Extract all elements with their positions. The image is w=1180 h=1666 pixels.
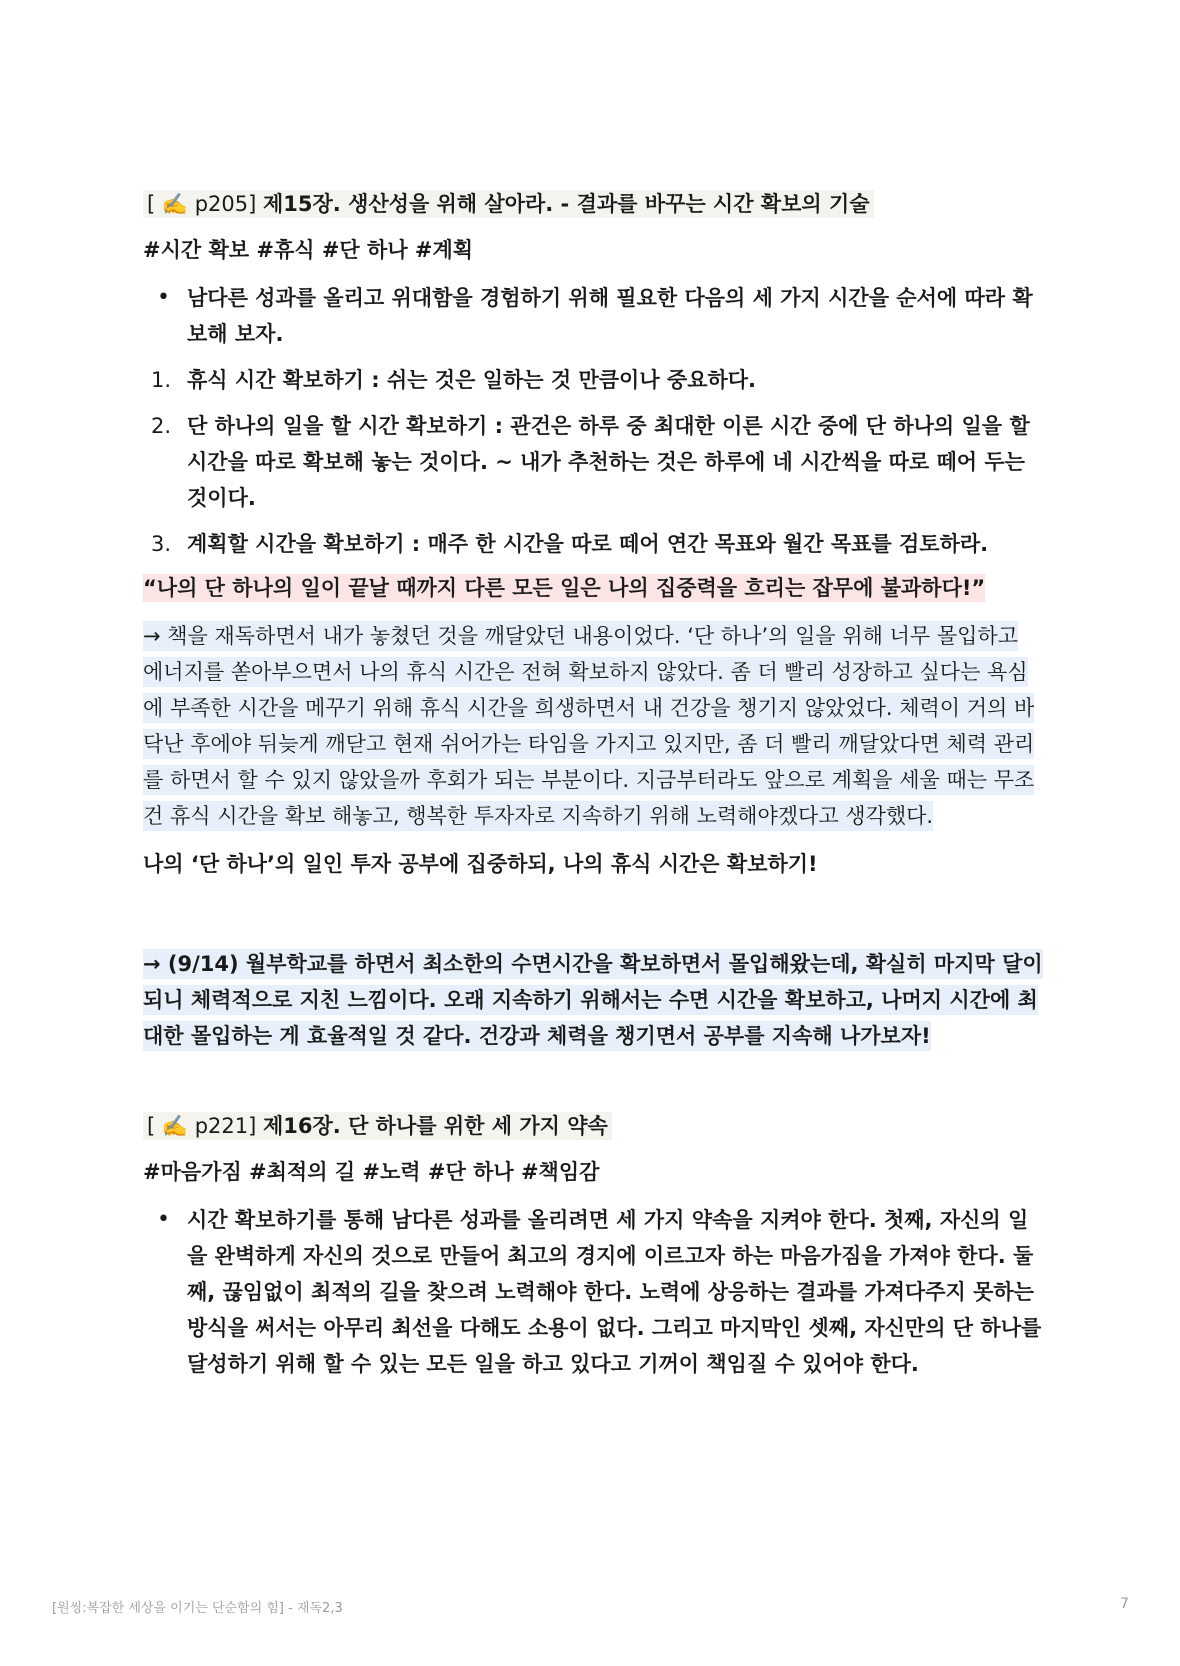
bullet-marker: •: [157, 1207, 170, 1232]
list-number: 2.: [151, 414, 172, 438]
bullet-marker: •: [157, 285, 170, 310]
numbered-item-3: [143, 526, 1043, 562]
quote-text: “나의 단 하나의 일이 끝날 때까지 다른 모든 일은 나의 집중력을 흐리는 잡무에 불과하다!”: [143, 576, 986, 600]
numbered-item-1: [143, 362, 1043, 398]
footer-book-title: [원씽:복잡한 세상을 이기는 단순함의 힘] - 재독2,3: [52, 1601, 343, 1616]
numbered-item-text: 휴식 시간 확보하기 : 쉬는 것은 일하는 것 만큼이나 중요하다.: [187, 368, 757, 392]
list-number: 3.: [151, 532, 172, 556]
numbered-item-text: 단 하나의 일을 할 시간 확보하기 : 관건은 하루 중 최대한 이른 시간 중에 단 하나의 일을 할 시간을 따로 확보해 놓는 것이다. ~ 내가 추천하는 것은 하루에 네 시간씩을 따로 떼어 두는 것이다.: [187, 414, 1030, 510]
section-heading-15: [143, 188, 1043, 220]
page-reference: [ ✍️ p205]: [147, 192, 257, 216]
numbered-item-2: [143, 408, 1043, 516]
section-heading-highlight: [143, 1112, 612, 1140]
page-reference: [ ✍️ p221]: [147, 1114, 257, 1138]
hashtags: #마음가짐 #최적의 길 #노력 #단 하나 #책임감: [143, 1160, 600, 1184]
update-note: [143, 946, 1043, 1054]
update-text: → (9/14) 월부학교를 하면서 최소한의 수면시간을 확보하면서 몰입해왔는데, 확실히 마지막 달이 되니 체력적으로 지친 느낌이다. 오래 지속하기 위해서는 수면 시간을 확보하고, 나머지 시간에 최대한 몰입하는 게 효율적일 것 같다. 건강과 체력을 챙기면서 공부를 지속해 나가보자!: [143, 949, 1043, 1051]
section-heading-highlight: [143, 190, 874, 218]
bullet-text: 시간 확보하기를 통해 남다른 성과를 올리려면 세 가지 약속을 지켜야 한다. 첫째, 자신의 일을 완벽하게 자신의 것으로 만들어 최고의 경지에 이르고자 하는 마음가짐을 가져야 한다. 둘째, 끊임없이 최적의 길을 찾으려 노력해야 한다. 노력에 상응하는 결과를 가져다주지 못하는 방식을 써서는 아무리 최선을 다해도 소용이 없다. 그리고 마지막인 셋째, 자신만의 단 하나를 달성하기 위해 할 수 있는 모든 일을 하고 있다고 기꺼이 책임질 수 있어야 한다.: [187, 1208, 1042, 1376]
bullet-item: [143, 1202, 1043, 1382]
spacer: [143, 1068, 1043, 1110]
resolution-statement: 나의 ‘단 하나’의 일인 투자 공부에 집중하되, 나의 휴식 시간은 확보하기!: [143, 852, 818, 876]
section-heading-16: [143, 1110, 1043, 1142]
document-body: [143, 188, 1043, 1392]
highlighted-quote: [143, 572, 1043, 604]
hashtags: #시간 확보 #휴식 #단 하나 #계획: [143, 238, 474, 262]
chapter-title: 제15장. 생산성을 위해 살아라. - 결과를 바꾸는 시간 확보의 기술: [262, 192, 870, 216]
bullet-item: [143, 280, 1043, 352]
chapter-title: 제16장. 단 하나를 위한 세 가지 약속: [262, 1114, 608, 1138]
spacer: [143, 894, 1043, 946]
page-number: 7: [1120, 1596, 1129, 1612]
bullet-text: 남다른 성과를 올리고 위대함을 경험하기 위해 필요한 다음의 세 가지 시간을 순서에 따라 확보해 보자.: [187, 286, 1033, 346]
reflection-note: [143, 618, 1043, 834]
numbered-item-text: 계획할 시간을 확보하기 : 매주 한 시간을 따로 떼어 연간 목표와 월간 목표를 검토하라.: [187, 532, 989, 556]
reflection-text: → 책을 재독하면서 내가 놓쳤던 것을 깨달았던 내용이었다. ‘단 하나’의 일을 위해 너무 몰입하고 에너지를 쏟아부으면서 나의 휴식 시간은 전혀 확보하지 않았다. 좀 더 빨리 성장하고 싶다는 욕심에 부족한 시간을 메꾸기 위해 휴식 시간을 희생하면서 내 건강을 챙기지 않았었다. 체력이 거의 바닥난 후에야 뒤늦게 깨닫고 현재 쉬어가는 타임을 가지고 있지만, 좀 더 빨리 깨달았다면 체력 관리를 하면서 할 수 있지 않았을까 후회가 되는 부분이다. 지금부터라도 앞으로 계획을 세울 때는 무조건 휴식 시간을 확보 해놓고, 행복한 투자자로 지속하기 위해 노력해야겠다고 생각했다.: [143, 621, 1034, 831]
list-number: 1.: [151, 368, 172, 392]
